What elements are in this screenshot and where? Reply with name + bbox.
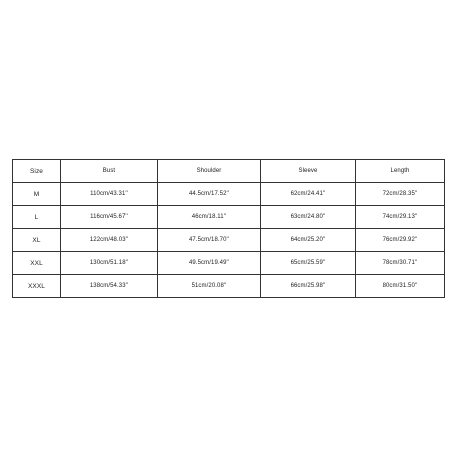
cell-bust: 122cm/48.03'' bbox=[61, 229, 158, 252]
table-row bbox=[13, 183, 445, 206]
cell-length: 76cm/29.92'' bbox=[356, 229, 445, 252]
cell-shoulder: 44.5cm/17.52'' bbox=[158, 183, 261, 206]
cell-sleeve: 65cm/25.59'' bbox=[261, 252, 356, 275]
cell-bust: 138cm/54.33'' bbox=[61, 275, 158, 298]
table-row bbox=[13, 275, 445, 298]
cell-size: XXXL bbox=[13, 275, 61, 298]
header-row bbox=[13, 160, 445, 183]
cell-size: M bbox=[13, 183, 61, 206]
cell-length: 72cm/28.35'' bbox=[356, 183, 445, 206]
cell-shoulder: 49.5cm/19.49'' bbox=[158, 252, 261, 275]
cell-size: XXL bbox=[13, 252, 61, 275]
cell-shoulder: 46cm/18.11'' bbox=[158, 206, 261, 229]
cell-size: L bbox=[13, 206, 61, 229]
cell-shoulder: 51cm/20.08'' bbox=[158, 275, 261, 298]
table-row bbox=[13, 206, 445, 229]
cell-bust: 130cm/51.18'' bbox=[61, 252, 158, 275]
cell-bust: 110cm/43.31'' bbox=[61, 183, 158, 206]
cell-sleeve: 63cm/24.80'' bbox=[261, 206, 356, 229]
cell-length: 80cm/31.50'' bbox=[356, 275, 445, 298]
size-chart-table bbox=[12, 159, 445, 298]
header-shoulder: Shoulder bbox=[158, 160, 261, 183]
cell-sleeve: 62cm/24.41'' bbox=[261, 183, 356, 206]
table-row bbox=[13, 229, 445, 252]
cell-length: 74cm/29.13'' bbox=[356, 206, 445, 229]
cell-length: 78cm/30.71'' bbox=[356, 252, 445, 275]
cell-bust: 116cm/45.67'' bbox=[61, 206, 158, 229]
cell-sleeve: 64cm/25.20'' bbox=[261, 229, 356, 252]
cell-shoulder: 47.5cm/18.70'' bbox=[158, 229, 261, 252]
header-length: Length bbox=[356, 160, 445, 183]
cell-size: XL bbox=[13, 229, 61, 252]
header-sleeve: Sleeve bbox=[261, 160, 356, 183]
header-bust: Bust bbox=[61, 160, 158, 183]
header-size: Size bbox=[13, 160, 61, 183]
cell-sleeve: 66cm/25.98'' bbox=[261, 275, 356, 298]
table-row bbox=[13, 252, 445, 275]
